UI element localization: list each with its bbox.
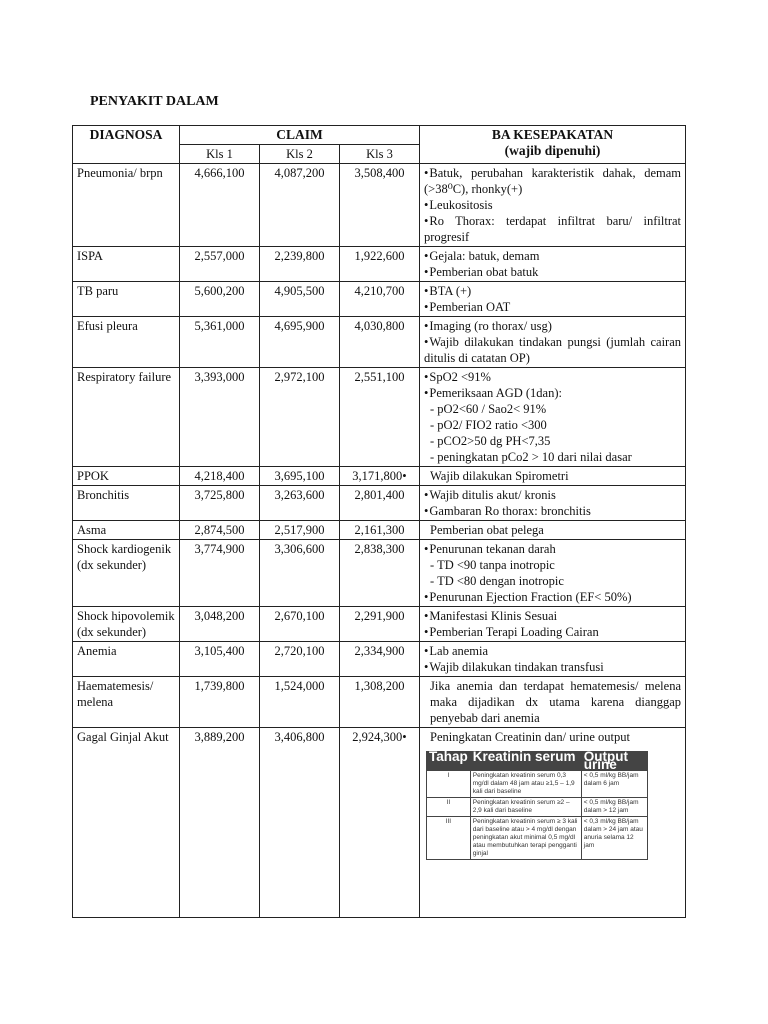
claim-kls1-cell: 5,361,000 [180,317,260,368]
table-row [73,247,686,282]
ba-bullet-item: • Pemberian OAT [424,299,681,315]
diagnosa-cell: Respiratory failure [73,368,180,467]
header-row [73,126,686,145]
ba-kesepakatan-cell [420,317,686,368]
page-title: PENYAKIT DALAM [90,94,219,109]
header-claim: CLAIM [180,126,420,145]
header-diagnosa: DIAGNOSA [73,126,180,164]
ba-bullet-item: • Manifestasi Klinis Sesuai [424,608,681,624]
diagnosa-cell: Shock hipovolemik (dx sekunder) [73,607,180,642]
claim-kls3-cell: 4,210,700 [340,282,420,317]
ba-bullet-item: • Penurunan tekanan darah [424,541,681,557]
table-row [73,164,686,247]
aki-spacer [424,860,681,916]
claim-kls1-cell: 4,666,100 [180,164,260,247]
ba-sub-item: - pO2/ FIO2 ratio <300 [424,417,681,433]
claim-kls2-cell: 4,905,500 [260,282,340,317]
ba-kesepakatan-cell [420,540,686,607]
ba-kesepakatan-cell [420,467,686,486]
header-kls3: Kls 3 [340,145,420,164]
ba-bullet-item: • Imaging (ro thorax/ usg) [424,318,681,334]
ba-bullet-item: • Pemberian Terapi Loading Cairan [424,624,681,640]
claim-kls2-cell: 3,306,600 [260,540,340,607]
claim-kls1-cell: 3,105,400 [180,642,260,677]
ba-bullet-item: • SpO2 <91% [424,369,681,385]
claim-kls1-cell: 2,557,000 [180,247,260,282]
ba-bullet-item: • Penurunan Ejection Fraction (EF< 50%) [424,589,681,605]
aki-cell: Peningkatan kreatinin serum ≥2 – 2,9 kali dari baseline [470,798,581,817]
table-row [73,728,686,918]
diagnosa-cell: Gagal Ginjal Akut [73,728,180,918]
claim-kls1-cell: 1,739,800 [180,677,260,728]
claim-kls1-cell: 4,218,400 [180,467,260,486]
aki-cell: < 0,5 ml/kg BB/jam dalam 6 jam [581,771,647,798]
ba-bullet-item: • Wajib ditulis akut/ kronis [424,487,681,503]
diagnosa-cell: Asma [73,521,180,540]
diagnosa-cell: Haematemesis/ melena [73,677,180,728]
diagnosa-cell: Bronchitis [73,486,180,521]
claim-kls1-cell: 3,393,000 [180,368,260,467]
claim-kls2-cell: 4,695,900 [260,317,340,368]
claim-kls3-cell: 2,924,300• [340,728,420,918]
claim-kls2-cell: 3,406,800 [260,728,340,918]
claim-kls3-cell: 3,508,400 [340,164,420,247]
diagnosa-cell: Pneumonia/ brpn [73,164,180,247]
ba-sub-item: - pO2<60 / Sao2< 91% [424,401,681,417]
aki-cell: Peningkatan kreatinin serum 0,3 mg/dl dalam 48 jam atau ≥1,5 – 1,9 kali dari baseline [470,771,581,798]
claim-kls1-cell: 5,600,200 [180,282,260,317]
ba-kesepakatan-cell [420,247,686,282]
ba-sub-item: - peningkatan pCo2 > 10 dari nilai dasar [424,449,681,465]
ba-text: Wajib dilakukan Spirometri [430,469,569,483]
aki-cell: < 0,5 ml/kg BB/jam dalam > 12 jam [581,798,647,817]
ba-kesepakatan-cell [420,282,686,317]
ba-text: Peningkatan Creatinin dan/ urine output [430,730,630,744]
aki-cell: < 0,3 ml/kg BB/jam dalam > 24 jam atau anuria selama 12 jam [581,817,647,860]
table-row [73,642,686,677]
aki-staging-table [426,751,648,860]
diagnosa-cell: PPOK [73,467,180,486]
claim-kls1-cell: 3,048,200 [180,607,260,642]
claim-kls2-cell: 2,517,900 [260,521,340,540]
aki-cell: III [427,817,471,860]
aki-header-cell: Tahap [427,752,471,771]
claim-kls3-cell: 2,161,300 [340,521,420,540]
claim-kls1-cell: 3,889,200 [180,728,260,918]
ba-sub-item: - pCO2>50 dg PH<7,35 [424,433,681,449]
ba-kesepakatan-cell [420,677,686,728]
ba-sub-item: - TD <90 tanpa inotropic [424,557,681,573]
ba-sub-item: - TD <80 dengan inotropic [424,573,681,589]
ba-bullet-item: • Pemeriksaan AGD (1dan): [424,385,681,401]
ba-text: Jika anemia dan terdapat hematemesis/ melena maka dijadikan dx utama karena dianggap penyebab dari anemia [430,679,681,725]
table-row [73,521,686,540]
aki-cell: I [427,771,471,798]
claim-kls3-cell: 2,838,300 [340,540,420,607]
ba-kesepakatan-cell [420,642,686,677]
claim-kls3-cell: 2,291,900 [340,607,420,642]
header-ba-subtitle: (wajib dipenuhi) [504,143,601,158]
header-kls2: Kls 2 [260,145,340,164]
aki-header-cell: Kreatinin serum [470,752,581,771]
ba-bullet-item: • Batuk, perubahan karakteristik dahak, demam (>38⁰C), rhonky(+) [424,165,681,197]
claim-kls3-cell: 1,922,600 [340,247,420,282]
ba-kesepakatan-cell [420,368,686,467]
table-row [73,486,686,521]
ba-bullet-item: • Gejala: batuk, demam [424,248,681,264]
table-row [73,677,686,728]
aki-header-cell: Output urine [581,752,647,771]
aki-row [427,771,648,798]
claim-kls3-cell: 3,171,800• [340,467,420,486]
claim-kls2-cell: 3,695,100 [260,467,340,486]
diagnosa-cell: TB paru [73,282,180,317]
claim-kls3-cell: 2,801,400 [340,486,420,521]
claim-kls3-cell: 1,308,200 [340,677,420,728]
claim-kls2-cell: 2,239,800 [260,247,340,282]
aki-row [427,817,648,860]
table-row [73,282,686,317]
ba-kesepakatan-cell [420,607,686,642]
header-kls1: Kls 1 [180,145,260,164]
claim-kls2-cell: 2,670,100 [260,607,340,642]
claim-kls3-cell: 2,551,100 [340,368,420,467]
diagnosa-cell: Efusi pleura [73,317,180,368]
aki-cell: II [427,798,471,817]
diagnosis-claim-table [72,125,686,918]
claim-kls1-cell: 3,774,900 [180,540,260,607]
header-ba-kesepakatan [420,126,686,164]
claim-kls3-cell: 2,334,900 [340,642,420,677]
table-body [73,164,686,918]
ba-bullet-item: • Pemberian obat batuk [424,264,681,280]
ba-kesepakatan-cell [420,486,686,521]
ba-text: Pemberian obat pelega [430,523,544,537]
claim-kls1-cell: 3,725,800 [180,486,260,521]
table-row [73,317,686,368]
table-row [73,607,686,642]
table-row [73,467,686,486]
ba-kesepakatan-cell [420,728,686,918]
diagnosa-cell: Anemia [73,642,180,677]
ba-kesepakatan-cell [420,164,686,247]
diagnosa-cell: ISPA [73,247,180,282]
aki-cell: Peningkatan kreatinin serum ≥ 3 kali dari baseline atau > 4 mg/dl dengan peningkatan akut minimal 0,5 mg/dl atau membutuhkan terapi pengganti ginjal [470,817,581,860]
table-row [73,368,686,467]
claim-kls3-cell: 4,030,800 [340,317,420,368]
ba-bullet-item: • Leukositosis [424,197,681,213]
ba-bullet-item: • Gambaran Ro thorax: bronchitis [424,503,681,519]
ba-bullet-item: • Ro Thorax: terdapat infiltrat baru/ infiltrat progresif [424,213,681,245]
aki-header-row [427,752,648,771]
claim-kls2-cell: 4,087,200 [260,164,340,247]
claim-kls2-cell: 1,524,000 [260,677,340,728]
header-ba-title: BA KESEPAKATAN [491,127,614,142]
aki-row [427,798,648,817]
table-row [73,540,686,607]
claim-kls2-cell: 2,972,100 [260,368,340,467]
ba-bullet-item: • BTA (+) [424,283,681,299]
ba-kesepakatan-cell [420,521,686,540]
ba-bullet-item: • Wajib dilakukan tindakan pungsi (jumlah cairan ditulis di catatan OP) [424,334,681,366]
claim-kls2-cell: 3,263,600 [260,486,340,521]
diagnosa-cell: Shock kardiogenik (dx sekunder) [73,540,180,607]
ba-bullet-item: • Wajib dilakukan tindakan transfusi [424,659,681,675]
ba-bullet-item: • Lab anemia [424,643,681,659]
claim-kls2-cell: 2,720,100 [260,642,340,677]
claim-kls1-cell: 2,874,500 [180,521,260,540]
